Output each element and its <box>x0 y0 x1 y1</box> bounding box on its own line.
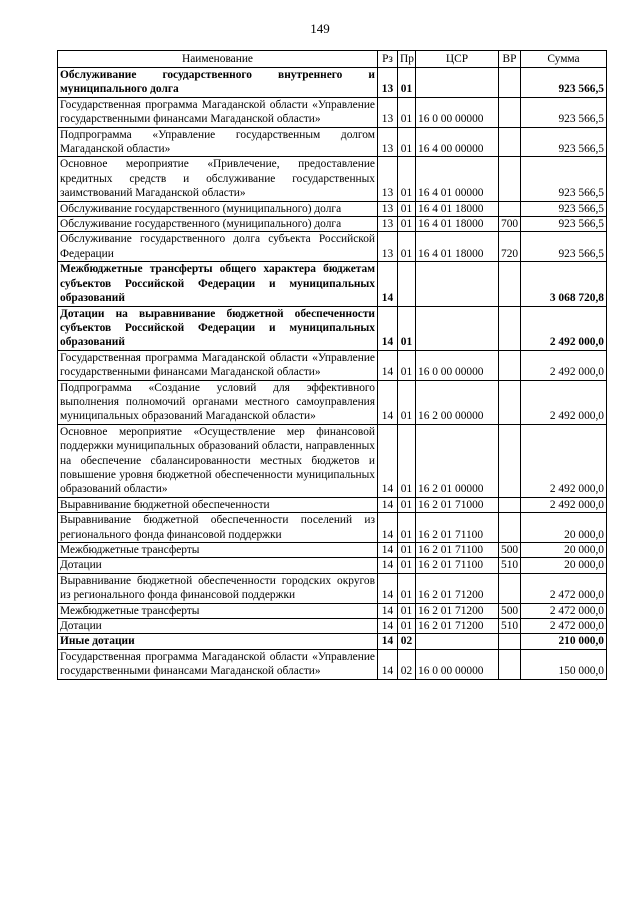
row-csr-cell: 16 4 01 18000 <box>416 201 499 216</box>
row-name-cell: Иные дотации <box>58 634 378 649</box>
row-vr-cell <box>499 127 521 157</box>
row-csr-cell: 16 2 00 00000 <box>416 380 499 424</box>
row-sum-cell: 923 566,5 <box>521 232 607 262</box>
row-rz-cell: 14 <box>378 634 398 649</box>
row-name-cell: Обслуживание государственного (муниципального) долга <box>58 201 378 216</box>
row-name-cell: Дотации на выравнивание бюджетной обеспеченности субъектов Российской Федерации и муниципальных образований <box>58 306 378 350</box>
row-name-cell: Государственная программа Магаданской области «Управление государственными финансами Магаданской области» <box>58 97 378 127</box>
row-pr-cell: 01 <box>398 543 416 558</box>
table-row <box>58 573 607 603</box>
row-vr-cell <box>499 424 521 497</box>
row-sum-cell: 2 492 000,0 <box>521 497 607 512</box>
header-csr: ЦСР <box>416 51 499 68</box>
row-rz-cell: 14 <box>378 513 398 543</box>
row-csr-cell: 16 0 00 00000 <box>416 350 499 380</box>
row-pr-cell: 01 <box>398 68 416 98</box>
table-row <box>58 619 607 634</box>
row-vr-cell <box>499 68 521 98</box>
row-rz-cell: 13 <box>378 217 398 232</box>
row-vr-cell <box>499 157 521 201</box>
row-csr-cell <box>416 306 499 350</box>
row-sum-cell: 923 566,5 <box>521 68 607 98</box>
row-rz-cell: 14 <box>378 380 398 424</box>
row-csr-cell: 16 0 00 00000 <box>416 97 499 127</box>
table-row <box>58 306 607 350</box>
table-row <box>58 558 607 573</box>
row-pr-cell: 01 <box>398 424 416 497</box>
row-name-cell: Межбюджетные трансферты <box>58 543 378 558</box>
row-vr-cell: 510 <box>499 619 521 634</box>
row-rz-cell: 14 <box>378 543 398 558</box>
row-rz-cell: 13 <box>378 201 398 216</box>
table-row <box>58 68 607 98</box>
row-name-cell: Государственная программа Магаданской области «Управление государственными финансами Магаданской области» <box>58 649 378 679</box>
row-csr-cell: 16 2 01 71200 <box>416 603 499 618</box>
row-rz-cell: 14 <box>378 497 398 512</box>
header-vr: ВР <box>499 51 521 68</box>
row-name-cell: Межбюджетные трансферты <box>58 603 378 618</box>
row-csr-cell: 16 4 01 18000 <box>416 232 499 262</box>
table-row <box>58 634 607 649</box>
row-rz-cell: 14 <box>378 424 398 497</box>
row-name-cell: Выравнивание бюджетной обеспеченности поселений из регионального фонда финансовой поддержки <box>58 513 378 543</box>
header-pr: Пр <box>398 51 416 68</box>
row-csr-cell <box>416 68 499 98</box>
row-sum-cell: 20 000,0 <box>521 558 607 573</box>
row-rz-cell: 13 <box>378 157 398 201</box>
row-vr-cell <box>499 573 521 603</box>
row-rz-cell: 14 <box>378 649 398 679</box>
row-rz-cell: 14 <box>378 306 398 350</box>
table-row <box>58 262 607 306</box>
row-sum-cell: 2 472 000,0 <box>521 619 607 634</box>
table-row <box>58 424 607 497</box>
row-pr-cell: 01 <box>398 573 416 603</box>
row-name-cell: Выравнивание бюджетной обеспеченности <box>58 497 378 512</box>
row-pr-cell: 01 <box>398 380 416 424</box>
row-pr-cell: 02 <box>398 634 416 649</box>
table-row <box>58 127 607 157</box>
row-sum-cell: 923 566,5 <box>521 201 607 216</box>
row-rz-cell: 14 <box>378 558 398 573</box>
row-sum-cell: 2 492 000,0 <box>521 380 607 424</box>
row-name-cell: Основное мероприятие «Привлечение, предоставление кредитных средств и обслуживание государственных заимствований Магаданской области» <box>58 157 378 201</box>
table-row <box>58 497 607 512</box>
table-row <box>58 217 607 232</box>
row-rz-cell: 13 <box>378 232 398 262</box>
row-sum-cell: 923 566,5 <box>521 157 607 201</box>
row-sum-cell: 150 000,0 <box>521 649 607 679</box>
row-sum-cell: 210 000,0 <box>521 634 607 649</box>
row-rz-cell: 14 <box>378 603 398 618</box>
row-pr-cell <box>398 262 416 306</box>
row-vr-cell: 500 <box>499 543 521 558</box>
row-vr-cell <box>499 513 521 543</box>
row-name-cell: Обслуживание государственного внутреннего и муниципального долга <box>58 68 378 98</box>
row-sum-cell: 2 472 000,0 <box>521 573 607 603</box>
page-number: 149 <box>310 21 330 36</box>
row-pr-cell: 01 <box>398 232 416 262</box>
row-pr-cell: 01 <box>398 497 416 512</box>
table-row <box>58 350 607 380</box>
row-rz-cell: 14 <box>378 619 398 634</box>
row-csr-cell <box>416 262 499 306</box>
row-name-cell: Межбюджетные трансферты общего характера бюджетам субъектов Российской Федерации и муниципальных образований <box>58 262 378 306</box>
row-sum-cell: 923 566,5 <box>521 97 607 127</box>
row-vr-cell: 500 <box>499 603 521 618</box>
row-csr-cell: 16 2 01 71200 <box>416 573 499 603</box>
budget-table <box>57 50 607 680</box>
row-csr-cell: 16 4 01 00000 <box>416 157 499 201</box>
row-vr-cell: 700 <box>499 217 521 232</box>
row-pr-cell: 01 <box>398 350 416 380</box>
table-row <box>58 157 607 201</box>
row-rz-cell: 14 <box>378 573 398 603</box>
table-row <box>58 603 607 618</box>
table-body <box>58 68 607 680</box>
row-sum-cell: 20 000,0 <box>521 513 607 543</box>
row-csr-cell <box>416 634 499 649</box>
row-rz-cell: 13 <box>378 68 398 98</box>
row-vr-cell <box>499 306 521 350</box>
table-row <box>58 380 607 424</box>
row-sum-cell: 2 472 000,0 <box>521 603 607 618</box>
row-csr-cell: 16 4 00 00000 <box>416 127 499 157</box>
table-row <box>58 97 607 127</box>
row-name-cell: Подпрограмма «Управление государственным долгом Магаданской области» <box>58 127 378 157</box>
header-rz: Рз <box>378 51 398 68</box>
row-vr-cell <box>499 380 521 424</box>
row-pr-cell: 01 <box>398 513 416 543</box>
row-sum-cell: 20 000,0 <box>521 543 607 558</box>
row-csr-cell: 16 4 01 18000 <box>416 217 499 232</box>
row-sum-cell: 2 492 000,0 <box>521 424 607 497</box>
row-rz-cell: 14 <box>378 350 398 380</box>
header-name: Наименование <box>58 51 378 68</box>
table-row <box>58 649 607 679</box>
row-csr-cell: 16 2 01 71000 <box>416 497 499 512</box>
row-csr-cell: 16 2 01 71100 <box>416 513 499 543</box>
row-name-cell: Государственная программа Магаданской области «Управление государственными финансами Магаданской области» <box>58 350 378 380</box>
row-vr-cell <box>499 201 521 216</box>
row-rz-cell: 14 <box>378 262 398 306</box>
row-sum-cell: 2 492 000,0 <box>521 350 607 380</box>
row-vr-cell <box>499 649 521 679</box>
row-sum-cell: 923 566,5 <box>521 127 607 157</box>
row-pr-cell: 01 <box>398 619 416 634</box>
row-name-cell: Основное мероприятие «Осуществление мер финансовой поддержки муниципальных образований области, направленных на обеспечение сбалансированности местных бюджетов и повышение уровня бюджетной обеспеченности муниципальных образований области» <box>58 424 378 497</box>
table-row <box>58 201 607 216</box>
row-rz-cell: 13 <box>378 127 398 157</box>
row-pr-cell: 01 <box>398 217 416 232</box>
row-pr-cell: 01 <box>398 558 416 573</box>
row-vr-cell <box>499 634 521 649</box>
row-pr-cell: 02 <box>398 649 416 679</box>
row-vr-cell <box>499 262 521 306</box>
row-pr-cell: 01 <box>398 127 416 157</box>
row-vr-cell: 720 <box>499 232 521 262</box>
row-sum-cell: 2 492 000,0 <box>521 306 607 350</box>
row-vr-cell <box>499 97 521 127</box>
row-name-cell: Обслуживание государственного (муниципального) долга <box>58 217 378 232</box>
row-csr-cell: 16 2 01 71200 <box>416 619 499 634</box>
row-vr-cell <box>499 350 521 380</box>
table-row <box>58 232 607 262</box>
row-pr-cell: 01 <box>398 306 416 350</box>
row-name-cell: Дотации <box>58 558 378 573</box>
row-csr-cell: 16 2 01 71100 <box>416 558 499 573</box>
table-row <box>58 543 607 558</box>
header-sum: Сумма <box>521 51 607 68</box>
row-name-cell: Обслуживание государственного долга субъекта Российской Федерации <box>58 232 378 262</box>
row-vr-cell: 510 <box>499 558 521 573</box>
row-vr-cell <box>499 497 521 512</box>
row-name-cell: Дотации <box>58 619 378 634</box>
row-csr-cell: 16 2 01 00000 <box>416 424 499 497</box>
row-csr-cell: 16 2 01 71100 <box>416 543 499 558</box>
row-pr-cell: 01 <box>398 201 416 216</box>
row-pr-cell: 01 <box>398 157 416 201</box>
row-pr-cell: 01 <box>398 97 416 127</box>
row-name-cell: Выравнивание бюджетной обеспеченности городских округов из регионального фонда финансовой поддержки <box>58 573 378 603</box>
row-name-cell: Подпрограмма «Создание условий для эффективного выполнения полномочий органами местного самоуправления муниципальных образований Магаданской области» <box>58 380 378 424</box>
row-sum-cell: 923 566,5 <box>521 217 607 232</box>
table-header-row <box>58 51 607 68</box>
row-sum-cell: 3 068 720,8 <box>521 262 607 306</box>
row-pr-cell: 01 <box>398 603 416 618</box>
table-row <box>58 513 607 543</box>
row-csr-cell: 16 0 00 00000 <box>416 649 499 679</box>
row-rz-cell: 13 <box>378 97 398 127</box>
